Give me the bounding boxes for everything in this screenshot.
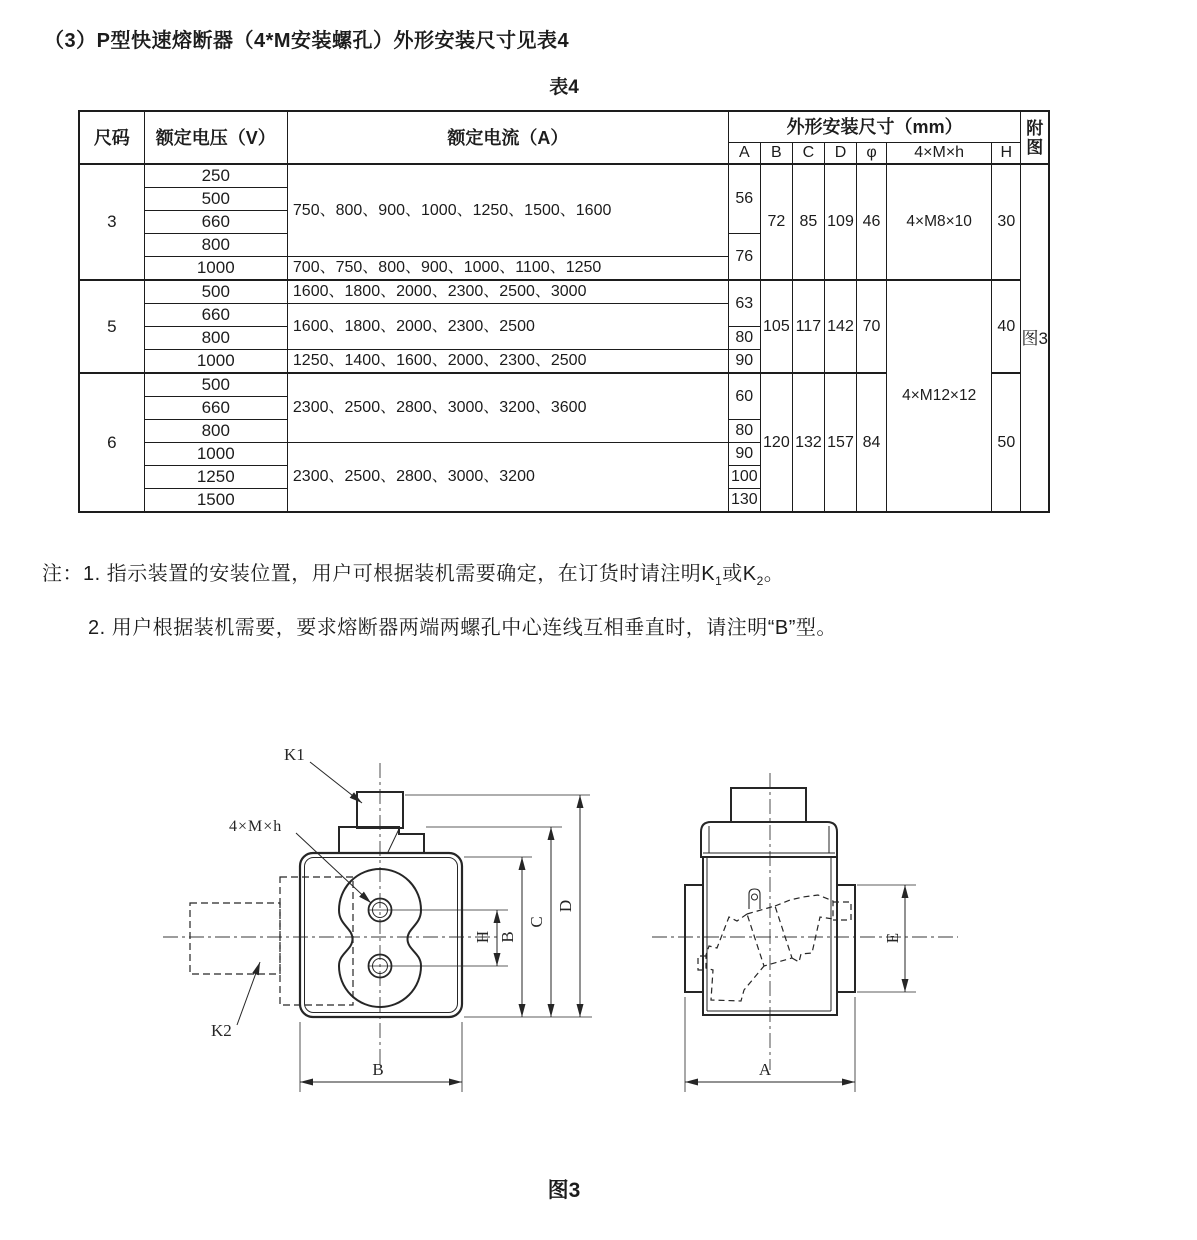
- header-size: 尺码: [79, 111, 144, 164]
- cell-dim-b: 105: [760, 280, 792, 373]
- note-1-sub2: 2: [756, 574, 764, 588]
- cell-voltage: 1000: [144, 257, 287, 281]
- cell-dim-d: 142: [824, 280, 856, 373]
- cell-size: 6: [79, 373, 144, 512]
- cell-voltage: 800: [144, 234, 287, 257]
- cell-dim-d: 109: [824, 164, 856, 280]
- cell-dim-a: 130: [728, 489, 760, 513]
- cell-voltage: 1000: [144, 443, 287, 466]
- cell-dim-h: 50: [992, 373, 1021, 512]
- centerlines: [163, 763, 958, 1070]
- cell-voltage: 800: [144, 420, 287, 443]
- cell-current: 2300、2500、2800、3000、3200、3600: [287, 373, 728, 443]
- note-1-sub1: 1: [715, 574, 723, 588]
- cell-voltage: 1250: [144, 466, 287, 489]
- label-dim-e: E: [883, 932, 902, 944]
- cell-voltage: 660: [144, 211, 287, 234]
- cell-voltage: 800: [144, 327, 287, 350]
- fuse-element-dashed: [698, 895, 851, 1001]
- spec-table: [78, 110, 1050, 513]
- label-dim-d: D: [556, 899, 575, 913]
- header-dim-b: B: [760, 143, 792, 165]
- cell-voltage: 660: [144, 397, 287, 420]
- cell-dim-a: 90: [728, 350, 760, 374]
- cell-current: 1600、1800、2000、2300、2500、3000: [287, 280, 728, 304]
- cell-dim-a: 60: [728, 373, 760, 420]
- extension-lines: [300, 795, 916, 1092]
- cap-outline: [701, 822, 837, 857]
- indicator-zone-dashed: [190, 877, 353, 1005]
- cell-voltage: 250: [144, 164, 287, 188]
- cell-dim-b: 120: [760, 373, 792, 512]
- cell-dim-a: 80: [728, 327, 760, 350]
- cell-current: 700、750、800、900、1000、1100、1250: [287, 257, 728, 281]
- label-dim-b-bottom: B: [372, 1060, 384, 1079]
- terminal-flange: [339, 827, 424, 853]
- label-k2: K2: [211, 1021, 232, 1040]
- dimension-lines: [300, 795, 905, 1082]
- label-dim-b-side: B: [498, 931, 517, 943]
- terminal-blade-side: [731, 788, 806, 822]
- cell-dim-mxh: 4×M12×12: [887, 280, 992, 512]
- label-dim-c: C: [527, 916, 546, 928]
- figure-3-drawing: [0, 700, 1197, 1220]
- cell-size: 3: [79, 164, 144, 280]
- cell-dim-phi: 84: [857, 373, 887, 512]
- flange-right: [837, 885, 855, 992]
- note-1-mid: 或K: [722, 563, 757, 585]
- cell-dim-a: 56: [728, 164, 760, 234]
- cell-dim-a: 100: [728, 466, 760, 489]
- cell-dim-a: 90: [728, 443, 760, 466]
- header-dims-group: 外形安装尺寸（mm）: [728, 111, 1021, 143]
- note-1: [42, 557, 784, 588]
- cell-voltage: 500: [144, 280, 287, 304]
- header-dim-phi: φ: [857, 143, 887, 165]
- label-dim-h: H: [473, 930, 492, 944]
- note-1-text: 注：1. 指示装置的安装位置，用户可根据装机需要确定，在订货时请注明K: [42, 563, 716, 585]
- cell-dim-c: 117: [792, 280, 824, 373]
- header-figure: 附图: [1021, 111, 1049, 164]
- cell-size: 5: [79, 280, 144, 373]
- header-dim-c: C: [792, 143, 824, 165]
- cell-dim-a: 80: [728, 420, 760, 443]
- cell-current: 1600、1800、2000、2300、2500: [287, 304, 728, 350]
- cell-dim-d: 157: [824, 373, 856, 512]
- table-row: [79, 280, 1049, 304]
- header-dim-d: D: [824, 143, 856, 165]
- cell-voltage: 1000: [144, 350, 287, 374]
- cell-dim-a: 76: [728, 234, 760, 281]
- label-k1: K1: [284, 745, 305, 764]
- header-current: 额定电流（A）: [287, 111, 728, 164]
- cell-dim-phi: 70: [857, 280, 887, 373]
- label-dim-a: A: [758, 1060, 772, 1079]
- cell-current: 750、800、900、1000、1250、1500、1600: [287, 164, 728, 257]
- cell-dim-mxh: 4×M8×10: [887, 164, 992, 280]
- header-dim-mxh: 4×M×h: [887, 143, 992, 165]
- cell-voltage: 500: [144, 188, 287, 211]
- figure-caption: 图3: [547, 1179, 581, 1202]
- header-voltage: 额定电压（V）: [144, 111, 287, 164]
- striker-pin: [749, 889, 760, 909]
- cell-dim-c: 85: [792, 164, 824, 280]
- cell-figure-ref: 图3: [1021, 164, 1049, 512]
- side-view: [685, 788, 855, 1015]
- header-dim-a: A: [728, 143, 760, 165]
- note-1-end: 。: [763, 563, 785, 585]
- label-4mxh: 4×M×h: [229, 818, 283, 835]
- cell-dim-h: 30: [992, 164, 1021, 280]
- cell-dim-c: 132: [792, 373, 824, 512]
- header-dim-h: H: [992, 143, 1021, 165]
- flange-left: [685, 885, 703, 992]
- cell-voltage: 1500: [144, 489, 287, 513]
- cell-dim-a: 63: [728, 280, 760, 327]
- cell-voltage: 500: [144, 373, 287, 397]
- cell-dim-b: 72: [760, 164, 792, 280]
- cell-current: 1250、1400、1600、2000、2300、2500: [287, 350, 728, 374]
- table-row: [79, 164, 1049, 188]
- page-title: （3）P型快速熔断器（4*M安装螺孔）外形安装尺寸见表4: [44, 30, 570, 52]
- table-caption: 表4: [549, 77, 579, 98]
- note-2: 2. 用户根据装机需要，要求熔断器两端两螺孔中心连线互相垂直时，请注明“B”型。: [88, 617, 837, 639]
- cell-dim-phi: 46: [857, 164, 887, 280]
- cell-dim-h: 40: [992, 280, 1021, 373]
- cell-current: 2300、2500、2800、3000、3200: [287, 443, 728, 513]
- cell-voltage: 660: [144, 304, 287, 327]
